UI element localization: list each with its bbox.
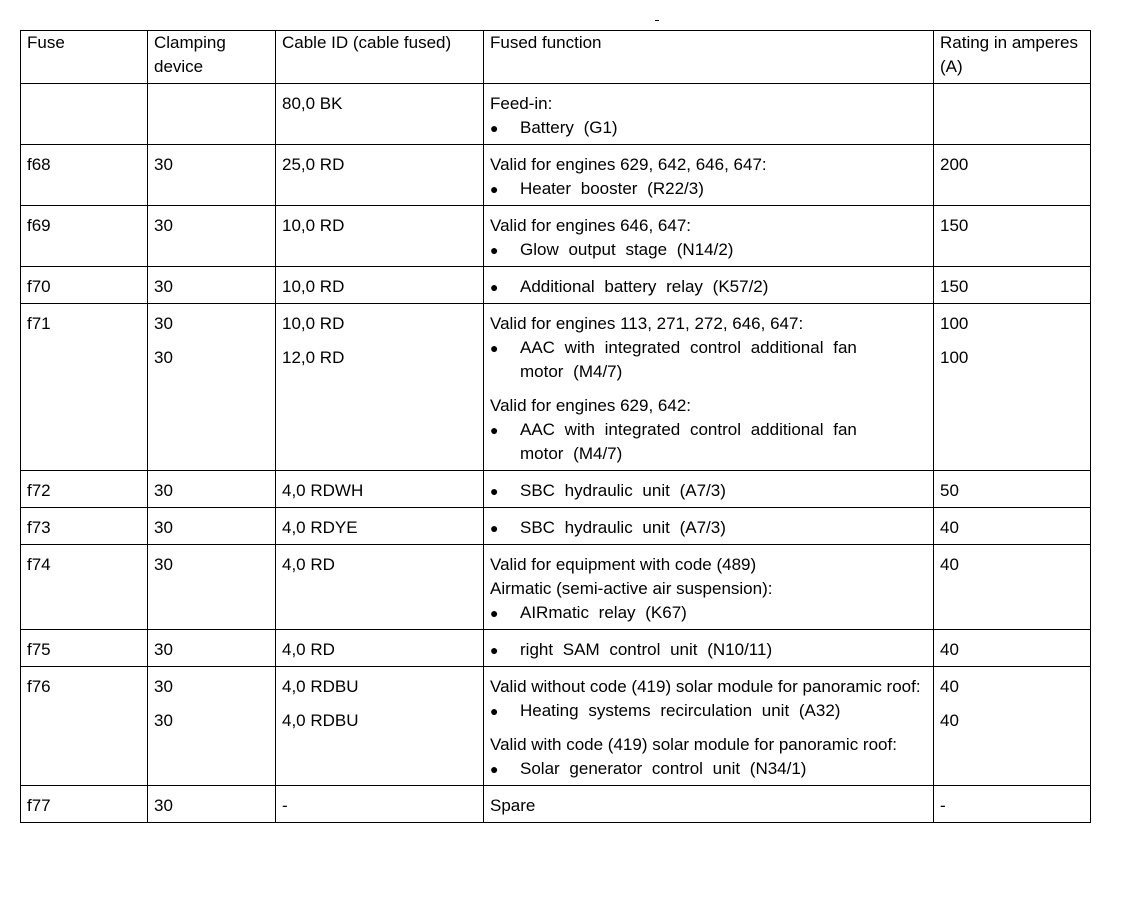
cell-value: 10,0 RD	[282, 277, 345, 296]
function-component: SBC hydraulic unit (A7/3)	[520, 481, 726, 500]
cell-value: 30	[154, 796, 173, 815]
function-condition: Valid for engines 629, 642, 646, 647:	[490, 155, 767, 174]
rating-cell	[934, 267, 1091, 304]
bullet-icon: ●	[490, 761, 499, 777]
header-row	[21, 31, 1091, 84]
table-row	[21, 206, 1091, 267]
scan-mark	[655, 20, 659, 21]
function-condition: Valid for equipment with code (489)	[490, 555, 757, 574]
rating-cell	[934, 545, 1091, 630]
table-row	[21, 630, 1091, 667]
cell-value: 40	[940, 711, 959, 730]
fuse-cell: f68	[21, 145, 148, 206]
function-block	[490, 312, 927, 384]
function-bullet	[490, 177, 927, 201]
clamping-cell	[148, 304, 276, 471]
table-row	[21, 545, 1091, 630]
bullet-icon: ●	[490, 279, 499, 295]
cell-value: 40	[940, 518, 959, 537]
cell-value: 4,0 RDBU	[282, 677, 359, 696]
function-condition: Valid for engines 646, 647:	[490, 216, 691, 235]
function-block	[490, 733, 927, 781]
cell-value: 40	[940, 555, 959, 574]
function-block	[490, 92, 927, 140]
rating-cell	[934, 145, 1091, 206]
rating-cell	[934, 471, 1091, 508]
fuse-cell: f69	[21, 206, 148, 267]
cell-value: -	[940, 796, 946, 815]
cell-value: 150	[940, 216, 969, 235]
rating-cell	[934, 84, 1091, 145]
rating-cell	[934, 630, 1091, 667]
cell-value: 4,0 RDBU	[282, 711, 359, 730]
function-cell	[484, 545, 934, 630]
cable-cell	[276, 630, 484, 667]
cell-value: 4,0 RDWH	[282, 481, 364, 500]
header-rating: Rating in amperes (A)	[934, 31, 1091, 84]
clamping-cell	[148, 667, 276, 786]
cable-cell	[276, 786, 484, 823]
function-component: Battery (G1)	[520, 118, 618, 137]
function-bullet	[490, 638, 927, 662]
sub-spacer	[282, 336, 477, 346]
clamping-cell	[148, 786, 276, 823]
cell-value: 4,0 RDYE	[282, 518, 358, 537]
fuse-table	[20, 30, 1091, 823]
cell-value: 30	[154, 277, 173, 296]
fuse-cell: f77	[21, 786, 148, 823]
fuse-cell: f71	[21, 304, 148, 471]
function-bullet	[490, 757, 927, 781]
clamping-cell	[148, 471, 276, 508]
rating-cell	[934, 304, 1091, 471]
table-body	[21, 84, 1091, 823]
function-bullet	[490, 238, 927, 262]
rating-cell	[934, 786, 1091, 823]
header-cable-id: Cable ID (cable fused)	[276, 31, 484, 84]
function-block	[490, 479, 927, 503]
cell-value: 50	[940, 481, 959, 500]
function-block	[490, 153, 927, 201]
function-block	[490, 794, 927, 818]
cell-value: 12,0 RD	[282, 348, 345, 367]
function-component: Glow output stage (N14/2)	[520, 240, 734, 259]
bullet-icon: ●	[490, 520, 499, 536]
function-block	[490, 638, 927, 662]
table-row	[21, 145, 1091, 206]
cell-value: 30	[154, 348, 173, 367]
cell-value: 80,0 BK	[282, 94, 343, 113]
cell-value: 10,0 RD	[282, 314, 345, 333]
fuse-cell: f73	[21, 508, 148, 545]
bullet-icon: ●	[490, 605, 499, 621]
clamping-cell	[148, 545, 276, 630]
function-cell	[484, 508, 934, 545]
sub-spacer	[154, 336, 269, 346]
clamping-cell	[148, 267, 276, 304]
function-component: right SAM control unit (N10/11)	[520, 640, 773, 659]
function-bullet	[490, 516, 927, 540]
cell-value: 40	[940, 677, 959, 696]
function-component: Heating systems recirculation unit (A32)	[520, 701, 841, 720]
function-component: AAC with integrated control additional fan motor (M4/7)	[520, 420, 857, 463]
clamping-cell	[148, 84, 276, 145]
bullet-icon: ●	[490, 703, 499, 719]
table-row	[21, 786, 1091, 823]
fuse-cell: f75	[21, 630, 148, 667]
cell-value: 4,0 RD	[282, 640, 335, 659]
function-condition: Airmatic (semi-active air suspension):	[490, 579, 773, 598]
cell-value: 30	[154, 518, 173, 537]
table-row	[21, 304, 1091, 471]
function-bullet	[490, 601, 927, 625]
cell-value: 30	[154, 314, 173, 333]
function-component: AAC with integrated control additional fan motor (M4/7)	[520, 338, 857, 381]
function-bullet	[490, 336, 927, 384]
function-block	[490, 675, 927, 723]
cell-value: 30	[154, 481, 173, 500]
bullet-icon: ●	[490, 642, 499, 658]
rating-cell	[934, 508, 1091, 545]
function-cell	[484, 304, 934, 471]
cell-value: 10,0 RD	[282, 216, 345, 235]
cell-value: 30	[154, 711, 173, 730]
function-bullet	[490, 479, 927, 503]
function-component: Solar generator control unit (N34/1)	[520, 759, 807, 778]
function-condition: Spare	[490, 796, 536, 815]
header-fuse: Fuse	[21, 31, 148, 84]
function-bullet	[490, 275, 927, 299]
cell-value: 100	[940, 314, 969, 333]
cable-cell	[276, 304, 484, 471]
table-row	[21, 84, 1091, 145]
fuse-cell	[21, 84, 148, 145]
table-row	[21, 267, 1091, 304]
bullet-icon: ●	[490, 242, 499, 258]
cable-cell	[276, 206, 484, 267]
function-block	[490, 394, 927, 466]
clamping-cell	[148, 630, 276, 667]
bullet-icon: ●	[490, 340, 499, 356]
function-bullet	[490, 116, 927, 140]
cable-cell	[276, 145, 484, 206]
bullet-icon: ●	[490, 483, 499, 499]
function-cell	[484, 84, 934, 145]
function-condition: Valid with code (419) solar module for panoramic roof:	[490, 735, 897, 754]
table-row	[21, 508, 1091, 545]
function-condition: Feed-in:	[490, 94, 553, 113]
rating-cell	[934, 667, 1091, 786]
cable-cell	[276, 508, 484, 545]
sub-spacer	[940, 336, 1084, 346]
cell-value: 200	[940, 155, 969, 174]
header-clamping-device: Clamping device	[148, 31, 276, 84]
function-condition: Valid for engines 113, 271, 272, 646, 647:	[490, 314, 804, 333]
sub-spacer	[940, 699, 1084, 709]
bullet-icon: ●	[490, 181, 499, 197]
function-block	[490, 553, 927, 625]
function-cell	[484, 206, 934, 267]
bullet-icon: ●	[490, 120, 499, 136]
bullet-icon: ●	[490, 422, 499, 438]
fuse-cell: f74	[21, 545, 148, 630]
function-block	[490, 516, 927, 540]
cell-value: 40	[940, 640, 959, 659]
cell-value: 25,0 RD	[282, 155, 345, 174]
cell-value: 4,0 RD	[282, 555, 335, 574]
cable-cell	[276, 471, 484, 508]
rating-cell	[934, 206, 1091, 267]
function-cell	[484, 630, 934, 667]
cell-value: -	[282, 796, 288, 815]
fuse-cell: f70	[21, 267, 148, 304]
function-block	[490, 275, 927, 299]
function-condition: Valid without code (419) solar module for panoramic roof:	[490, 677, 921, 696]
cell-value: 30	[154, 216, 173, 235]
fuse-cell: f76	[21, 667, 148, 786]
function-component: AIRmatic relay (K67)	[520, 603, 687, 622]
clamping-cell	[148, 206, 276, 267]
cell-value: 100	[940, 348, 969, 367]
function-condition: Valid for engines 629, 642:	[490, 396, 691, 415]
function-component: Heater booster (R22/3)	[520, 179, 704, 198]
function-block	[490, 214, 927, 262]
table-row	[21, 667, 1091, 786]
cable-cell	[276, 84, 484, 145]
cable-cell	[276, 667, 484, 786]
function-bullet	[490, 418, 927, 466]
clamping-cell	[148, 145, 276, 206]
function-cell	[484, 471, 934, 508]
function-component: SBC hydraulic unit (A7/3)	[520, 518, 726, 537]
sub-spacer	[154, 699, 269, 709]
clamping-cell	[148, 508, 276, 545]
table-row	[21, 471, 1091, 508]
fuse-cell: f72	[21, 471, 148, 508]
cell-value: 30	[154, 640, 173, 659]
function-component: Additional battery relay (K57/2)	[520, 277, 769, 296]
function-cell	[484, 267, 934, 304]
cable-cell	[276, 267, 484, 304]
sub-spacer	[282, 699, 477, 709]
cable-cell	[276, 545, 484, 630]
cell-value: 30	[154, 555, 173, 574]
cell-value: 150	[940, 277, 969, 296]
cell-value: 30	[154, 155, 173, 174]
cell-value: 30	[154, 677, 173, 696]
function-bullet	[490, 699, 927, 723]
header-fused-function: Fused function	[484, 31, 934, 84]
function-cell	[484, 786, 934, 823]
function-cell	[484, 667, 934, 786]
function-cell	[484, 145, 934, 206]
